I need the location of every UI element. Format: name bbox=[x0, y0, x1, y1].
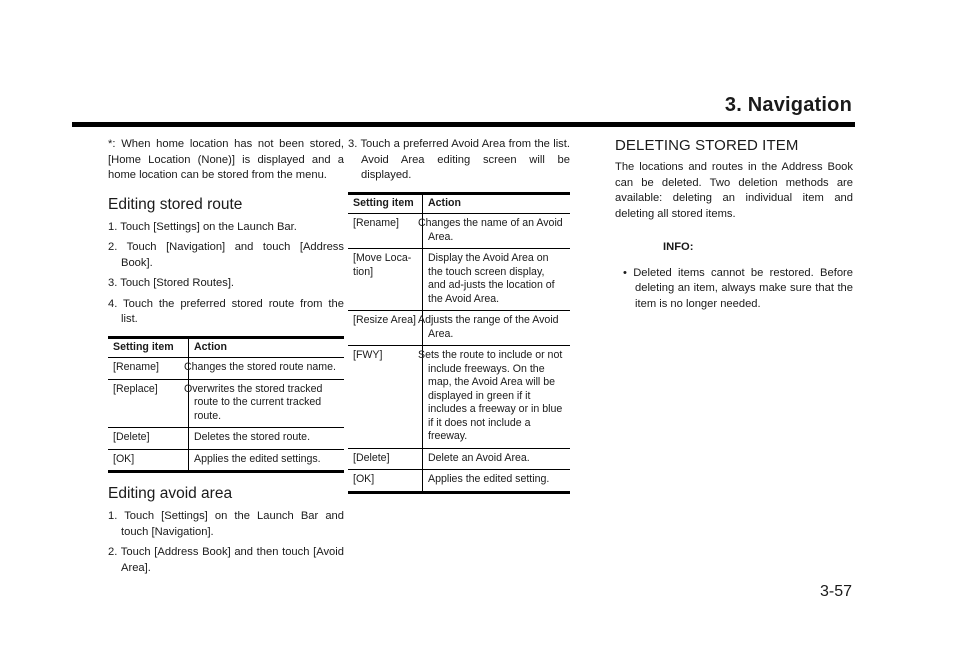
route-settings-table bbox=[108, 336, 344, 474]
delete-heading: DELETING STORED ITEM bbox=[615, 137, 799, 154]
section-title: 3. Navigation bbox=[724, 94, 852, 116]
table-cell: [OK] bbox=[348, 470, 423, 493]
table-cell: Delete an Avoid Area. bbox=[423, 448, 571, 470]
table-cell: Deletes the stored route. bbox=[189, 428, 345, 450]
table-cell: [FWY] bbox=[348, 346, 423, 449]
table-row bbox=[348, 470, 570, 493]
avoid-steps-cont bbox=[348, 137, 570, 184]
table-cell: Overwrites the stored tracked route to the current tracked route. bbox=[189, 379, 345, 428]
list-item: 3. Touch [Stored Routes]. bbox=[108, 277, 235, 289]
list-item: 2. Touch [Navigation] and touch [Address Book]. bbox=[108, 241, 344, 269]
table-cell: Applies the edited settings. bbox=[189, 449, 345, 472]
info-label: INFO: bbox=[663, 241, 694, 253]
list-item: 3. Touch a preferred Avoid Area from the list. Avoid Area editing screen will be displayed. bbox=[348, 138, 570, 181]
table-cell: [Resize Area] bbox=[348, 311, 423, 346]
header-rule bbox=[72, 122, 855, 127]
table-row bbox=[108, 358, 344, 380]
table-cell: [Delete] bbox=[348, 448, 423, 470]
avoid-steps bbox=[108, 509, 344, 576]
info-bullet-text: Deleted items cannot be restored. Before deleting an item, always make sure that the item is no longer needed. bbox=[633, 266, 853, 310]
bullet-glyph: • bbox=[623, 266, 627, 279]
table-row bbox=[348, 311, 570, 346]
table-cell: Adjusts the range of the Avoid Area. bbox=[423, 311, 571, 346]
table-row bbox=[108, 379, 344, 428]
table-cell: Applies the edited setting. bbox=[423, 470, 571, 493]
table-cell: [Rename] bbox=[348, 214, 423, 249]
avoid-settings-table bbox=[348, 192, 570, 494]
table-row bbox=[108, 449, 344, 472]
avoid-heading: Editing avoid area bbox=[108, 485, 233, 502]
info-bullet bbox=[615, 266, 853, 313]
table-header: Setting item bbox=[348, 193, 423, 214]
table-cell: [Move Loca-tion] bbox=[348, 249, 423, 311]
column-left bbox=[108, 137, 344, 581]
table-cell: [OK] bbox=[108, 449, 189, 472]
table-header: Setting item bbox=[108, 337, 189, 358]
table-row bbox=[348, 346, 570, 449]
table-header: Action bbox=[189, 337, 345, 358]
table-cell: [Replace] bbox=[108, 379, 189, 428]
column-right bbox=[615, 137, 853, 312]
route-heading: Editing stored route bbox=[108, 195, 243, 213]
table-cell: [Rename] bbox=[108, 358, 189, 380]
table-cell: Changes the stored route name. bbox=[189, 358, 345, 380]
list-item: 4. Touch the preferred stored route from the list. bbox=[108, 297, 344, 325]
intro-note: *: When home location has not been stored, [Home Location (None)] is displayed and a home location can be stored from the menu. bbox=[108, 138, 344, 181]
delete-body: The locations and routes in the Address Book can be deleted. Two deletion methods are available: deleting an individual item and deleting all stored items. bbox=[615, 161, 853, 220]
list-item: 1. Touch [Settings] on the Launch Bar. bbox=[108, 220, 297, 233]
table-header-row bbox=[108, 337, 344, 358]
table-row bbox=[348, 214, 570, 249]
table-row bbox=[348, 448, 570, 470]
table-header: Action bbox=[423, 193, 571, 214]
table-header-row bbox=[348, 193, 570, 214]
table-cell: Changes the name of an Avoid Area. bbox=[423, 214, 571, 249]
table-cell: Sets the route to include or not include freeways. On the map, the Avoid Area will be displayed in green if it includes a freeway or in blue if it does not include a freeway. bbox=[423, 346, 571, 449]
table-cell: Display the Avoid Area on the touch screen display, and ad-justs the location of the Avoid Area. bbox=[423, 249, 571, 311]
table-cell: [Delete] bbox=[108, 428, 189, 450]
table-row bbox=[108, 428, 344, 450]
page-number: 3-57 bbox=[819, 583, 852, 600]
column-middle bbox=[348, 137, 570, 500]
list-item: 2. Touch [Address Book] and then touch [Avoid Area]. bbox=[108, 546, 344, 574]
table-row bbox=[348, 249, 570, 311]
route-steps bbox=[108, 220, 344, 328]
list-item: 1. Touch [Settings] on the Launch Bar and touch [Navigation]. bbox=[108, 510, 344, 538]
